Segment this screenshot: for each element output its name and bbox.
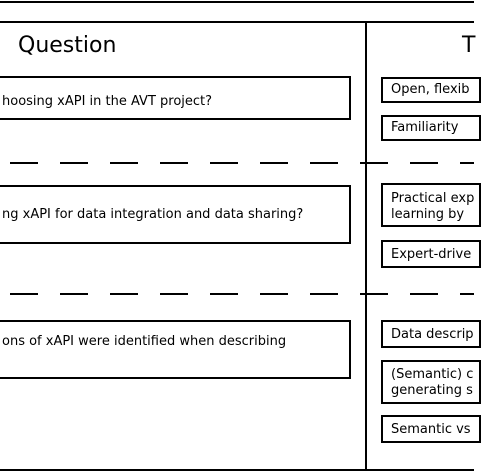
question-text-1: hoosing xAPI in the AVT project? — [2, 94, 213, 109]
theme-box-3-3 — [381, 415, 481, 443]
question-box-2 — [0, 185, 351, 244]
question-text-2: ng xAPI for data integration and data sharing? — [2, 207, 304, 222]
theme-text-1-2: Familiarity — [391, 120, 459, 135]
theme-box-3-1 — [381, 320, 481, 348]
theme-box-2-2 — [381, 240, 481, 268]
theme-text-3-3: Semantic vs — [391, 422, 471, 437]
question-text-3: ons of xAPI were identified when describing — [2, 334, 287, 349]
theme-text-1-1: Open, flexib — [391, 82, 470, 97]
theme-text-3-1: Data descrip — [391, 327, 474, 342]
theme-box-1-1 — [381, 77, 481, 103]
theme-text-3-2-line2: generating s — [391, 383, 473, 398]
theme-text-2-1-line2: learning by — [391, 207, 465, 222]
theme-box-1-2 — [381, 115, 481, 141]
question-column-header: Question — [18, 33, 117, 58]
theme-box-3-2 — [381, 360, 481, 404]
theme-column-header: T — [462, 33, 476, 58]
theme-box-2-1 — [381, 183, 481, 227]
theme-text-3-2-line1: (Semantic) c — [391, 367, 474, 382]
question-box-1 — [0, 76, 351, 120]
theme-text-2-1-line1: Practical exp — [391, 191, 475, 206]
theme-text-2-2: Expert-drive — [391, 247, 472, 262]
question-box-3 — [0, 320, 351, 379]
